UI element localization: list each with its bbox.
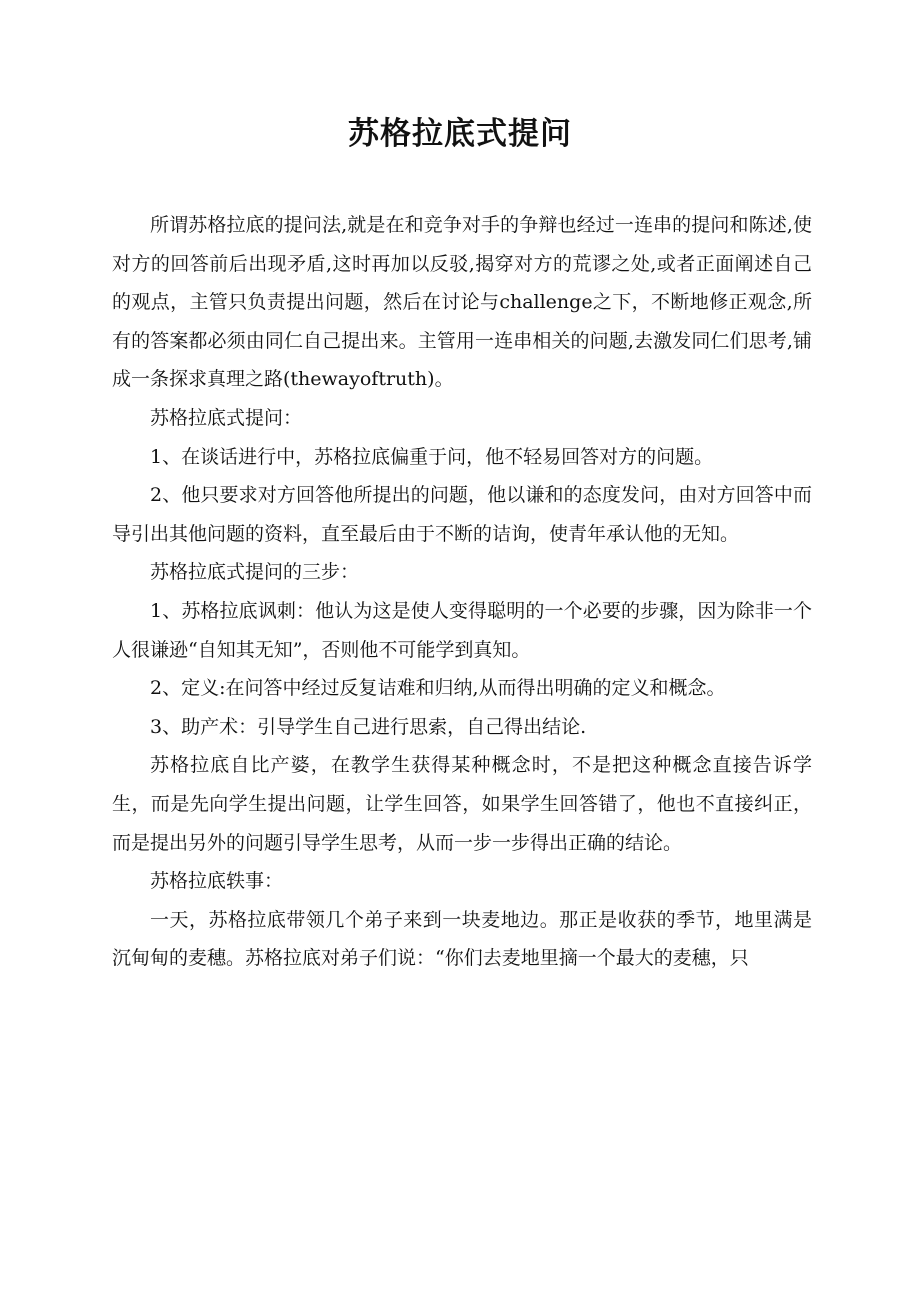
paragraph-step-3: 3、助产术：引导学生自己进行思索，自己得出结论. xyxy=(150,715,587,738)
paragraph-anecdote: 一天，苏格拉底带领几个弟子来到一块麦地边。那正是收获的季节，地里满是沉甸甸的麦穗。苏格拉底对弟子们说：“你们去麦地里摘一个最大的麦穗，只 xyxy=(112,908,812,970)
paragraph-point-2: 2、他只要求对方回答他所提出的问题，他以谦和的态度发问，由对方回答中而导引出其他问题的资料，直至最后由于不断的诘询，使青年承认他的无知。 xyxy=(112,484,812,545)
paragraph-intro: 所谓苏格拉底的提问法,就是在和竞争对手的争辩也经过一连串的提问和陈述,使对方的回答前后出现矛盾,这时再加以反驳,揭穿对方的荒谬之处,或者正面阐述自己的观点，主管只负责提出问题，然后在讨论与challenge之下，不断地修正观念,所有的答案都必须由同仁自己提出来。主管用一连串相关的问题,去激发同仁们思考,铺成一条探求真理之路(thewayoftruth)。 xyxy=(112,214,812,391)
paragraph-step-1: 1、苏格拉底讽刺：他认为这是使人变得聪明的一个必要的步骤，因为除非一个人很谦逊“自知其无知”，否则他不可能学到真知。 xyxy=(112,599,812,661)
document-body xyxy=(112,206,812,978)
paragraph-heading-anecdote: 苏格拉底轶事： xyxy=(150,870,284,893)
paragraph-heading-three-steps: 苏格拉底式提问的三步： xyxy=(150,561,360,584)
document-title: 苏格拉底式提问 xyxy=(348,116,572,152)
paragraph-step-2: 2、定义:在问答中经过反复诘难和归纳,从而得出明确的定义和概念。 xyxy=(150,677,726,700)
paragraph-midwife: 苏格拉底自比产婆，在教学生获得某种概念时，不是把这种概念直接告诉学生，而是先向学生提出问题，让学生回答，如果学生回答错了，他也不直接纠正，而是提出另外的问题引导学生思考，从而一步一步得出正确的结论。 xyxy=(112,754,812,854)
paragraph-point-1: 1、在谈话进行中，苏格拉底偏重于问，他不轻易回答对方的问题。 xyxy=(150,445,714,468)
paragraph-heading-questioning: 苏格拉底式提问： xyxy=(150,406,303,429)
